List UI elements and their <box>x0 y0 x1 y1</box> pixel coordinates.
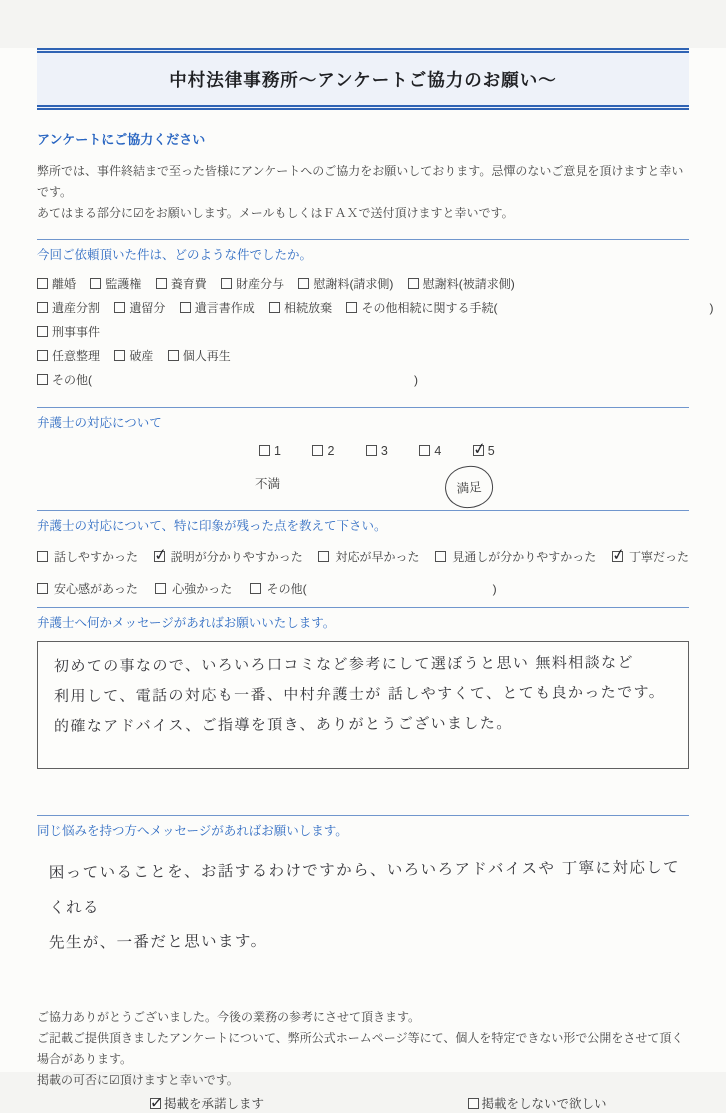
checkbox-personal-rehabilitation[interactable] <box>168 344 231 368</box>
checkbox-label: 養育費 <box>170 277 207 291</box>
intro-body <box>37 161 689 224</box>
checkbox-label: 掲載をしないで欲しい <box>481 1097 607 1111</box>
checkbox-label: 慰謝料(請求側) <box>313 277 394 291</box>
checkbox-encouraging[interactable] <box>155 580 232 597</box>
case-type-heading: 今回ご依頼頂いた件は、どのような件でしたか。 <box>37 248 313 262</box>
impression-heading: 弁護士の対応について、特に印象が残った点を教えて下さい。 <box>37 519 387 533</box>
checkbox-icon <box>37 302 48 313</box>
rating-label: 2 <box>327 444 337 458</box>
checkbox-custody[interactable] <box>90 272 141 296</box>
case-type-row-1 <box>37 272 689 296</box>
checkbox-icon <box>150 1098 161 1109</box>
checkbox-icon <box>408 278 419 289</box>
checkbox-icon <box>37 551 48 562</box>
checkbox-bankruptcy[interactable] <box>114 344 153 368</box>
checkbox-label: その他( <box>52 373 92 387</box>
checkbox-icon <box>37 374 48 385</box>
checkbox-label: 話しやすかった <box>54 550 139 564</box>
case-type-row-2 <box>37 296 714 320</box>
checkbox-other-inheritance[interactable] <box>346 296 713 320</box>
checkbox-label: 破産 <box>129 349 154 363</box>
checkbox-divorce[interactable] <box>37 272 76 296</box>
checkbox-icon <box>435 551 446 562</box>
checkbox-icon <box>155 583 166 594</box>
case-type-row-4 <box>37 344 689 368</box>
checkbox-icon <box>298 278 309 289</box>
checkbox-icon <box>168 350 179 361</box>
page-title: 中村法律事務所～アンケートご協力のお願い～ <box>169 70 557 90</box>
checkbox-label: 任意整理 <box>52 349 101 363</box>
intro-line-2: あてはまる部分に☑をお願いします。メールもしくはＦＡＸで送付頂けますと幸いです。 <box>37 206 514 220</box>
intro-heading: アンケートにご協力ください <box>37 132 206 147</box>
checkbox-easy-to-talk[interactable] <box>37 548 138 565</box>
rating-label: 1 <box>274 444 283 458</box>
checkbox-decline-publish[interactable] <box>468 1094 607 1112</box>
checkbox-icon <box>312 445 323 456</box>
footer-line-2: ご記載ご提供頂きましたアンケートについて、弊所公式ホームページ等にて、個人を特定できない形で公開をさせて頂く場合があります。 <box>37 1031 684 1066</box>
checkbox-icon <box>259 445 270 456</box>
checkbox-label: 監護権 <box>105 277 142 291</box>
checkbox-icon <box>37 583 48 594</box>
checkbox-icon <box>114 302 125 313</box>
checkbox-icon <box>318 551 329 562</box>
checkbox-label: 丁寧だった <box>628 550 689 564</box>
message-to-others-heading: 同じ悩みを持つ方へメッセージがあればお願いします。 <box>37 824 348 838</box>
rating-heading: 弁護士の対応について <box>37 416 162 430</box>
checkbox-property-division[interactable] <box>221 272 284 296</box>
checkbox-label: 安心感があった <box>54 582 138 596</box>
handwritten-line: 利用して、電話の対応も一番、中村弁護士が 話しやすくて、とても良かったです。 <box>53 682 666 706</box>
checkbox-label: 慰謝料(被請求側) <box>422 277 515 291</box>
checkbox-label: 相続放棄 <box>284 301 333 315</box>
checkbox-icon <box>90 278 101 289</box>
footer-text <box>37 1007 689 1091</box>
checkbox-estate-division[interactable] <box>37 296 100 320</box>
checkbox-polite[interactable] <box>612 548 689 565</box>
checkbox-other-case[interactable] <box>37 368 418 392</box>
title-band <box>37 48 689 110</box>
checkbox-label: 心強かった <box>172 582 233 596</box>
checkbox-label: その他相続に関する手続( <box>361 301 498 315</box>
checkbox-icon <box>419 445 430 456</box>
checkbox-icon <box>612 551 623 562</box>
checkbox-label: 対応が早かった <box>335 550 420 564</box>
footer-line-3: 掲載の可否に☑頂けますと幸いです。 <box>37 1073 239 1087</box>
checkbox-consolation-respondent[interactable] <box>408 272 515 296</box>
message-to-lawyer-box <box>37 641 689 769</box>
checkbox-child-support[interactable] <box>156 272 207 296</box>
impression-row-1 <box>37 548 689 565</box>
checkbox-icon <box>346 302 357 313</box>
checkbox-label: 離婚 <box>52 277 77 291</box>
checkbox-icon <box>37 278 48 289</box>
checkbox-clear-outlook[interactable] <box>435 548 596 565</box>
rating-checkbox-5[interactable] <box>473 444 497 458</box>
checkbox-label: 刑事事件 <box>52 325 101 339</box>
checkbox-clear-explanation[interactable] <box>154 548 303 565</box>
checkbox-icon <box>37 326 48 337</box>
intro-line-1: 弊所では、事件終結まで至った皆様にアンケートへのご協力をお願いしております。忌憚のないご意見を頂けますと幸いです。 <box>37 164 684 199</box>
checkbox-label: 遺留分 <box>129 301 166 315</box>
checkbox-label: 見通しが分かりやすかった <box>452 550 597 564</box>
checkbox-label: 財産分与 <box>236 277 285 291</box>
impression-row-2 <box>37 580 689 597</box>
case-type-options <box>37 272 714 392</box>
checkbox-label: 掲載を承諾します <box>164 1097 265 1111</box>
checkbox-reassuring[interactable] <box>37 580 138 597</box>
satisfied-label: 満足 <box>456 480 483 496</box>
satisfied-circle-annotation <box>444 464 495 509</box>
rating-label: 3 <box>380 444 390 458</box>
checkbox-consent-publish[interactable] <box>150 1094 264 1112</box>
checkbox-inheritance-renunciation[interactable] <box>269 296 332 320</box>
closing-paren: ) <box>709 301 714 315</box>
rating-checkbox-4[interactable] <box>419 444 443 458</box>
rating-label: 5 <box>487 444 497 458</box>
handwritten-line: 初めての事なので、いろいろ口コミなど参考にして選ぼうと思い 無料相談など <box>53 653 634 676</box>
rating-checkbox-1[interactable] <box>259 444 283 458</box>
closing-paren: ) <box>492 582 497 596</box>
checkbox-icon <box>269 302 280 313</box>
rating-scale-labels <box>37 466 689 510</box>
checkbox-icon <box>250 583 261 594</box>
rating-label: 4 <box>434 444 444 458</box>
checkbox-impression-other[interactable] <box>250 580 497 597</box>
rating-options <box>37 444 689 458</box>
checkbox-criminal-case[interactable] <box>37 320 100 344</box>
message-to-lawyer-heading: 弁護士へ何かメッセージがあればお願いいたします。 <box>37 616 336 630</box>
rating-checkbox-3[interactable] <box>366 444 390 458</box>
checkbox-icon <box>366 445 377 456</box>
rating-checkbox-2[interactable] <box>312 444 336 458</box>
checkbox-icon <box>468 1098 479 1109</box>
checkbox-icon <box>156 278 167 289</box>
checkbox-icon <box>154 551 165 562</box>
checkbox-label: その他( <box>266 582 307 596</box>
checkbox-reserved-portion[interactable] <box>114 296 165 320</box>
checkbox-label: 遺言書作成 <box>194 301 255 315</box>
checkbox-label: 説明が分かりやすかった <box>170 550 303 564</box>
checkbox-will-drafting[interactable] <box>180 296 255 320</box>
handwritten-line: 先生が、一番だと思います。 <box>48 931 268 952</box>
handwritten-line: 的確なアドバイス、ご指導を頂き、ありがとうございました。 <box>53 713 513 736</box>
checkbox-icon <box>473 445 484 456</box>
case-type-row-3 <box>37 320 689 344</box>
checkbox-quick-response[interactable] <box>318 548 419 565</box>
checkbox-icon <box>221 278 232 289</box>
checkbox-consolation-claimant[interactable] <box>298 272 393 296</box>
checkbox-icon <box>114 350 125 361</box>
footer-line-1: ご協力ありがとうございました。今後の業務の参考にさせて頂きます。 <box>37 1010 421 1024</box>
checkbox-label: 遺産分割 <box>52 301 101 315</box>
case-type-row-5 <box>37 368 689 392</box>
consent-options <box>37 1094 689 1112</box>
survey-sheet <box>0 48 726 1111</box>
handwritten-line: 困っていることを、お話するわけですから、いろいろアドバイスや 丁寧に対応してくれる <box>48 858 681 917</box>
checkbox-label: 個人再生 <box>182 349 231 363</box>
checkbox-voluntary-restructuring[interactable] <box>37 344 100 368</box>
message-to-others-area <box>37 853 689 958</box>
checkbox-icon <box>180 302 191 313</box>
closing-paren: ) <box>414 373 418 387</box>
checkbox-icon <box>37 350 48 361</box>
dissatisfied-label: 不満 <box>255 477 281 491</box>
